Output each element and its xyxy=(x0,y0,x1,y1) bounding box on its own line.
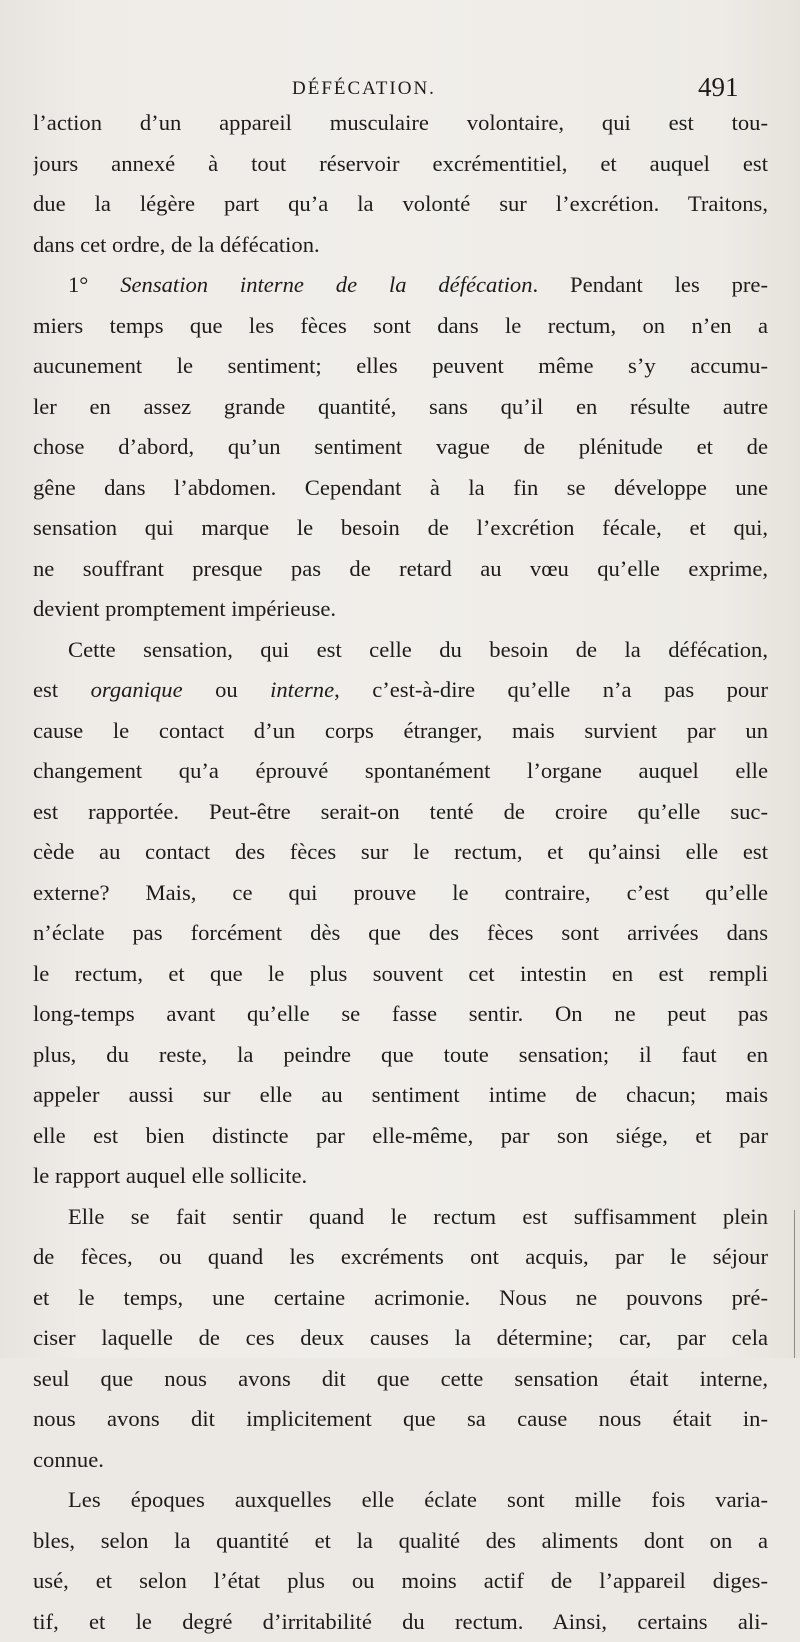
text-line: Les époques auxquelles elle éclate sont mille fois varia- xyxy=(33,1480,768,1521)
running-head: DÉFÉCATION. xyxy=(292,78,436,100)
section-title: Sensation interne de la défécation xyxy=(120,272,532,297)
text-line: devient promptement impérieuse. xyxy=(33,589,768,630)
section-number: 1° xyxy=(68,272,88,297)
text-line: Elle se fait sentir quand le rectum est suffisamment plein xyxy=(33,1197,768,1238)
text-line: usé, et selon l’état plus ou moins actif de l’appareil diges- xyxy=(33,1561,768,1602)
text-line: cède au contact des fèces sur le rectum, et qu’ainsi elle est xyxy=(33,832,768,873)
text-line: jours annexé à tout réservoir excrémentitiel, et auquel est xyxy=(33,144,768,185)
text-line: seul que nous avons dit que cette sensation était interne, xyxy=(33,1359,768,1400)
text-line: sensation qui marque le besoin de l’excrétion fécale, et qui, xyxy=(33,508,768,549)
text-line: connue. xyxy=(33,1440,768,1481)
text-line: cause le contact d’un corps étranger, mais survient par un xyxy=(33,711,768,752)
text-line: appeler aussi sur elle au sentiment intime de chacun; mais xyxy=(33,1075,768,1116)
text-line: ciser laquelle de ces deux causes la détermine; car, par cela xyxy=(33,1318,768,1359)
text-line: de fèces, ou quand les excréments ont acquis, par le séjour xyxy=(33,1237,768,1278)
text-line: tif, et le degré d’irritabilité du rectum. Ainsi, certains ali- xyxy=(33,1602,768,1642)
text-fragment: , c’est-à-dire qu’elle n’a pas pour xyxy=(334,677,768,702)
text-line: ne souffrant presque pas de retard au vœu qu’elle exprime, xyxy=(33,549,768,590)
text-line: et le temps, une certaine acrimonie. Nous ne pouvons pré- xyxy=(33,1278,768,1319)
text-line: le rapport auquel elle sollicite. xyxy=(33,1156,768,1197)
text-line: le rectum, et que le plus souvent cet intestin en est rempli xyxy=(33,954,768,995)
section-continuation: . Pendant les pre- xyxy=(533,272,768,297)
text-line: aucunement le sentiment; elles peuvent même s’y accumu- xyxy=(33,346,768,387)
text-line: elle est bien distincte par elle-même, par son siége, et par xyxy=(33,1116,768,1157)
text-line: nous avons dit implicitement que sa cause nous était in- xyxy=(33,1399,768,1440)
term-interne: interne xyxy=(270,677,334,702)
body-text xyxy=(33,103,768,1642)
text-line: plus, du reste, la peindre que toute sensation; il faut en xyxy=(33,1035,768,1076)
text-line: l’action d’un appareil musculaire volontaire, qui est tou- xyxy=(33,103,768,144)
text-line: n’éclate pas forcément dès que des fèces sont arrivées dans xyxy=(33,913,768,954)
text-line: miers temps que les fèces sont dans le rectum, on n’en a xyxy=(33,306,768,347)
text-line: Cette sensation, qui est celle du besoin de la défécation, xyxy=(33,630,768,671)
text-line: dans cet ordre, de la défécation. xyxy=(33,225,768,266)
text-line: bles, selon la quantité et la qualité des aliments dont on a xyxy=(33,1521,768,1562)
page-edge-line xyxy=(794,1210,795,1358)
text-line: due la légère part qu’a la volonté sur l’excrétion. Traitons, xyxy=(33,184,768,225)
text-line: est rapportée. Peut-être serait-on tenté de croire qu’elle suc- xyxy=(33,792,768,833)
italic-terms-line xyxy=(33,670,768,711)
text-line: ler en assez grande quantité, sans qu’il en résulte autre xyxy=(33,387,768,428)
text-line: long-temps avant qu’elle se fasse sentir. On ne peut pas xyxy=(33,994,768,1035)
text-line: externe? Mais, ce qui prouve le contraire, c’est qu’elle xyxy=(33,873,768,914)
page-header xyxy=(0,68,800,108)
page-number: 491 xyxy=(698,72,739,103)
text-line: chose d’abord, qu’un sentiment vague de plénitude et de xyxy=(33,427,768,468)
text-fragment: est xyxy=(33,677,58,702)
text-line: gêne dans l’abdomen. Cependant à la fin se développe une xyxy=(33,468,768,509)
text-fragment: ou xyxy=(183,677,271,702)
term-organique: organique xyxy=(91,677,183,702)
section-heading-line xyxy=(33,265,768,306)
text-line: changement qu’a éprouvé spontanément l’organe auquel elle xyxy=(33,751,768,792)
